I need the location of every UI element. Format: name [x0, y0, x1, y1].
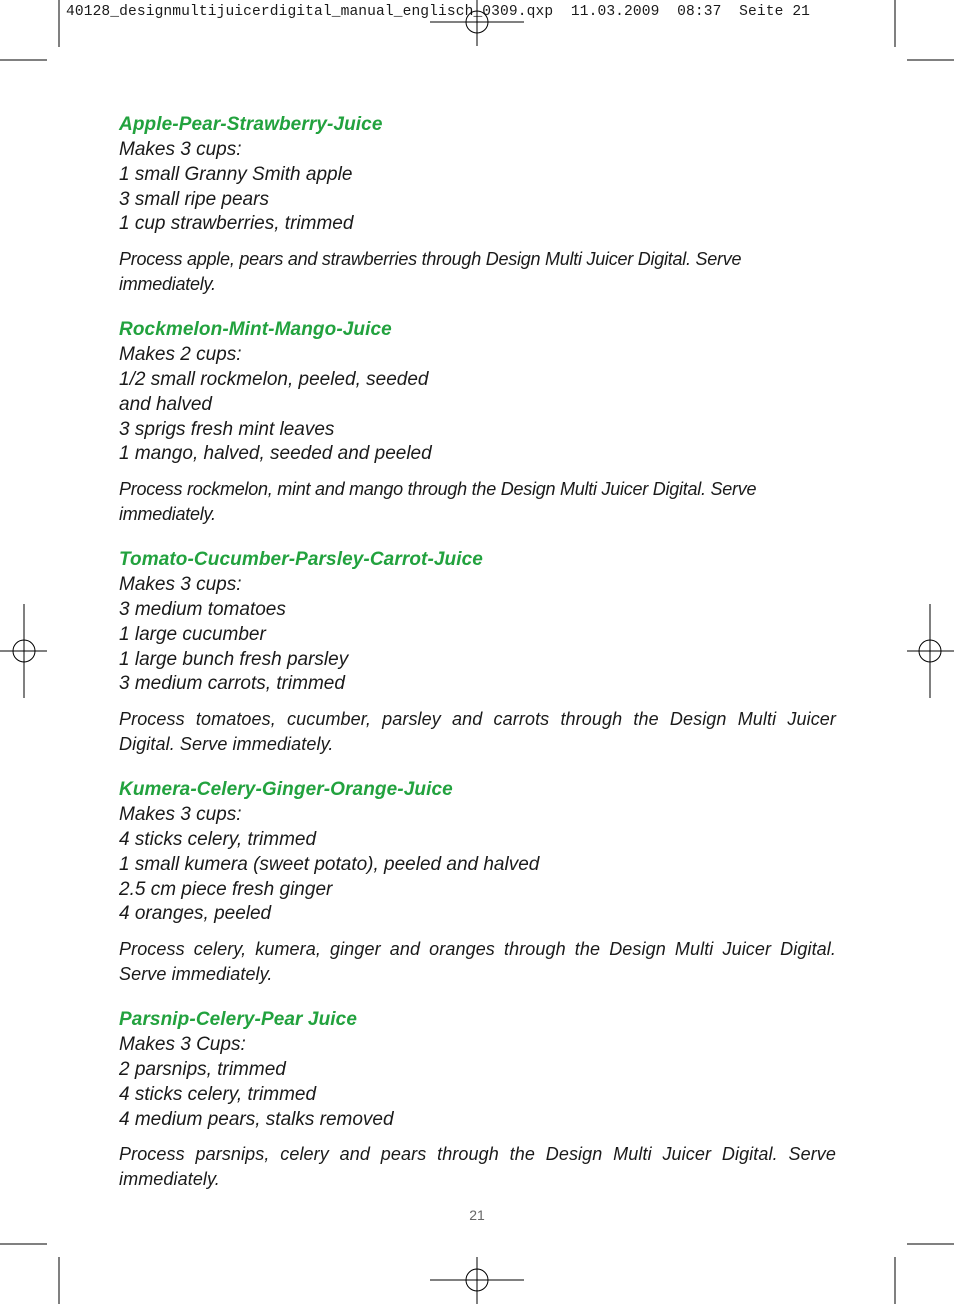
recipe-yield: Makes 3 cups: — [119, 574, 242, 596]
recipe — [119, 317, 836, 526]
ingredient: 2.5 cm piece fresh ginger — [119, 878, 333, 900]
recipe — [119, 112, 836, 296]
ingredient: 1 cup strawberries, trimmed — [119, 213, 354, 235]
ingredient: 1/2 small rockmelon, peeled, seeded — [119, 368, 429, 390]
ingredient: and halved — [119, 393, 212, 415]
recipe-yield: Makes 3 cups: — [119, 804, 242, 826]
recipe-title: Apple-Pear-Strawberry-Juice — [119, 114, 383, 135]
ingredient: 4 sticks celery, trimmed — [119, 1083, 317, 1105]
ingredient: 2 parsnips, trimmed — [119, 1058, 286, 1080]
ingredient: 1 large bunch fresh parsley — [119, 648, 349, 670]
recipe-method: Process celery, kumera, ginger and oranges through the Design Multi Juicer Digital. Serve immediately. — [119, 939, 836, 984]
ingredient: 3 medium tomatoes — [119, 598, 286, 620]
ingredient: 1 small kumera (sweet potato), peeled and halved — [119, 853, 540, 875]
ingredient: 3 small ripe pears — [119, 188, 269, 210]
ingredient: 1 large cucumber — [119, 623, 266, 645]
page-number: 21 — [469, 1207, 485, 1223]
ingredient: 4 oranges, peeled — [119, 903, 272, 925]
ingredient: 4 sticks celery, trimmed — [119, 828, 317, 850]
recipe-method: Process parsnips, celery and pears through the Design Multi Juicer Digital. Serve immediately. — [119, 1144, 836, 1189]
recipe — [119, 1007, 836, 1191]
ingredient: 4 medium pears, stalks removed — [119, 1108, 394, 1130]
recipe-title: Kumera-Celery-Ginger-Orange-Juice — [119, 779, 453, 801]
print-slug: 40128_designmultijuicerdigital_manual_englisch_0309.qxp 11.03.2009 08:37 Seite 21 — [66, 4, 811, 20]
recipe-title: Tomato-Cucumber-Parsley-Carrot-Juice — [119, 549, 483, 571]
ingredient: 1 small Granny Smith apple — [119, 163, 353, 185]
recipe-list — [119, 112, 836, 1212]
recipe-method: Process rockmelon, mint and mango through the Design Multi Juicer Digital. Serve immediately. — [119, 479, 757, 524]
recipe — [119, 777, 836, 986]
recipe-title: Rockmelon-Mint-Mango-Juice — [119, 319, 392, 341]
registration-mark-left — [0, 604, 47, 698]
recipe-title: Parsnip-Celery-Pear Juice — [119, 1009, 358, 1031]
ingredient: 3 sprigs fresh mint leaves — [119, 418, 335, 440]
ingredient: 1 mango, halved, seeded and peeled — [119, 443, 432, 465]
registration-mark-top — [430, 0, 524, 46]
recipe-method: Process apple, pears and strawberries through Design Multi Juicer Digital. Serve immediately. — [119, 249, 742, 294]
registration-mark-bottom — [430, 1257, 524, 1304]
recipe-method: Process tomatoes, cucumber, parsley and carrots through the Design Multi Juicer Digital. Serve immediately. — [119, 709, 836, 754]
ingredient: 3 medium carrots, trimmed — [119, 673, 345, 695]
recipe-yield: Makes 3 cups: — [119, 139, 242, 160]
recipe-yield: Makes 3 Cups: — [119, 1034, 246, 1056]
recipe-yield: Makes 2 cups: — [119, 344, 242, 366]
recipe — [119, 547, 836, 756]
registration-mark-right — [907, 604, 954, 698]
